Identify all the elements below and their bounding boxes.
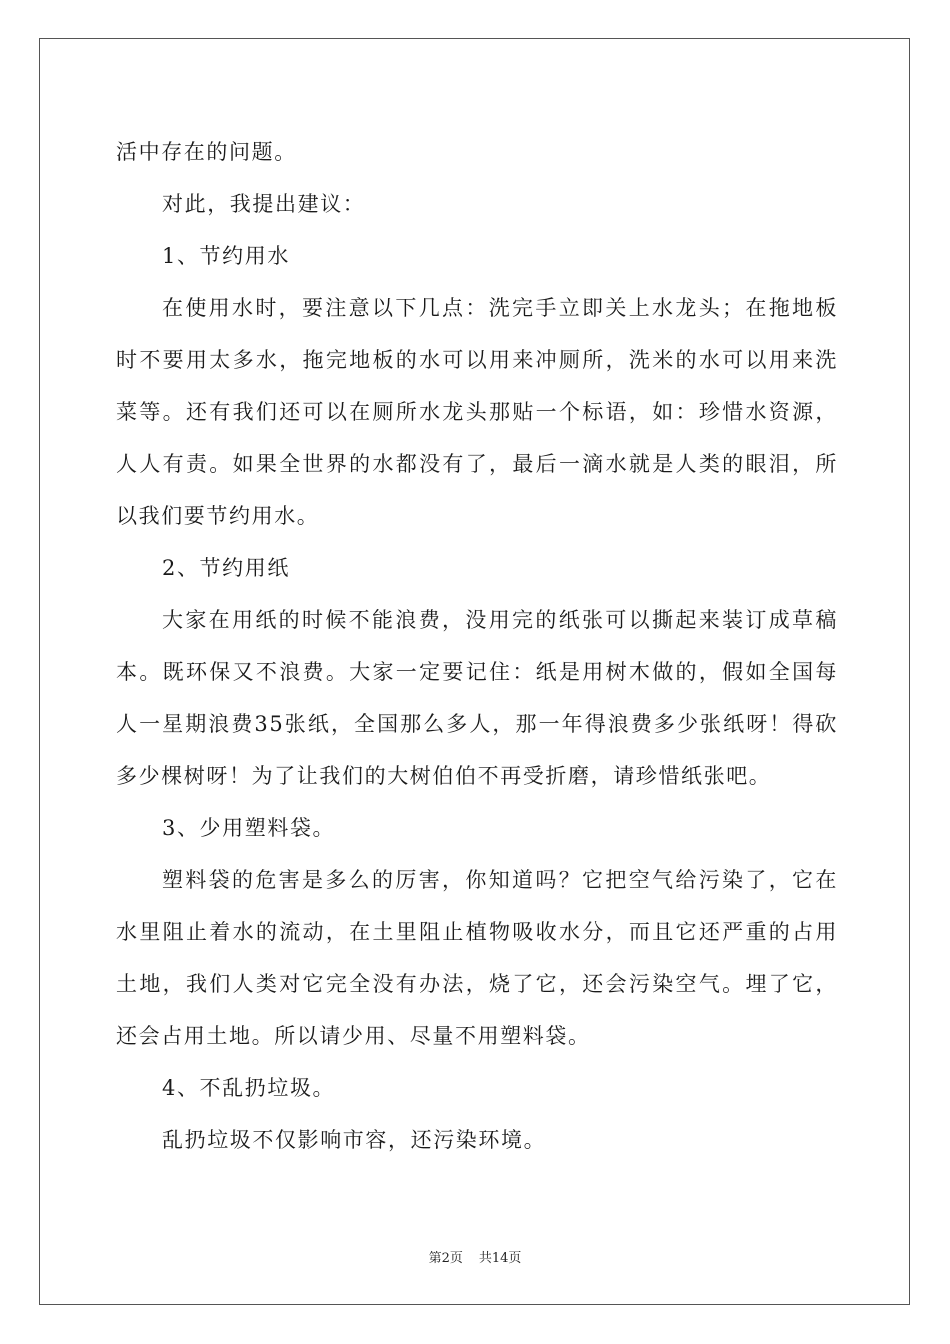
heading-save-paper: 2、节约用纸 <box>162 556 290 580</box>
heading-plastic-bags: 3、少用塑料袋。 <box>162 816 336 840</box>
page-footer <box>0 1247 950 1266</box>
heading-no-littering: 4、不乱扔垃圾。 <box>162 1076 336 1100</box>
page-number: 第2页 <box>428 1251 463 1266</box>
paragraph-save-paper: 大家在用纸的时候不能浪费，没用完的纸张可以撕起来装订成草稿本。既环保又不浪费。大家一定要记住：纸是用树木做的，假如全国每人一星期浪费35张纸，全国那么多人，那一年得浪费多少张纸呀！得砍多少棵树呀！为了让我们的大树伯伯不再受折磨，请珍惜纸张吧。 <box>116 608 838 788</box>
paragraph-plastic-bags: 塑料袋的危害是多么的厉害，你知道吗？它把空气给污染了，它在水里阻止着水的流动，在土里阻止植物吸收水分，而且它还严重的占用土地，我们人类对它完全没有办法，烧了它，还会污染空气。埋了它，还会占用土地。所以请少用、尽量不用塑料袋。 <box>116 868 838 1048</box>
paragraph-proposal-intro: 对此，我提出建议： <box>162 192 366 216</box>
heading-save-water: 1、节约用水 <box>162 244 290 268</box>
paragraph-continued: 活中存在的问题。 <box>116 140 297 164</box>
page-total: 共14页 <box>478 1251 522 1266</box>
document-body <box>116 126 838 1166</box>
paragraph-save-water: 在使用水时，要注意以下几点：洗完手立即关上水龙头；在拖地板时不要用太多水，拖完地板的水可以用来冲厕所，洗米的水可以用来洗菜等。还有我们还可以在厕所水龙头那贴一个标语，如：珍惜水资源，人人有责。如果全世界的水都没有了，最后一滴水就是人类的眼泪，所以我们要节约用水。 <box>116 296 838 528</box>
paragraph-no-littering: 乱扔垃圾不仅影响市容，还污染环境。 <box>162 1128 547 1152</box>
